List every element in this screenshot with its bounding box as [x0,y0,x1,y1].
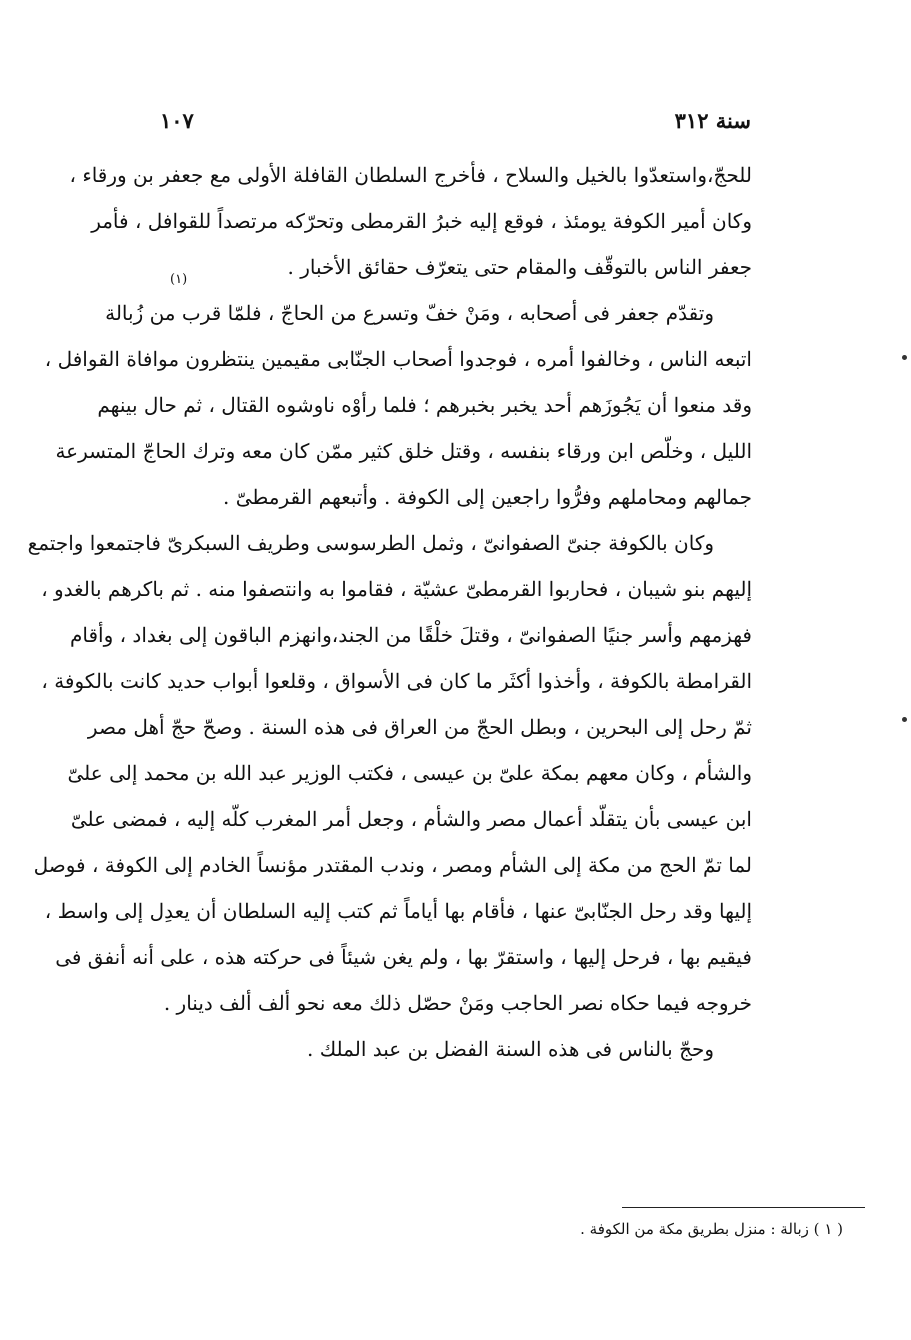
text-line: جعفر الناس بالتوقّف والمقام حتى يتعرّف حقائق الأخبار . [287,255,752,279]
text-line: فهزمهم وأسر جنيًا الصفوانىّ ، وقتلَ خلْقًا من الجند،وانهزم الباقون إلى بغداد ، وأقام [70,623,752,647]
text-line: والشأم ، وكان معهم بمكة علىّ بن عيسى ، فكتب الوزير عبد الله بن محمد إلى علىّ [67,761,752,785]
text-line: إليهم بنو شيبان ، فحاربوا القرمطىّ عشيّة ، فقاموا به وانتصفوا منه . ثم باكرهم بالغدو ، [41,577,752,601]
text-line: وكان أمير الكوفة يومئذ ، فوقع إليه خبرُ القرمطى وتحرّكه مرتصداً للقوافل ، فأمر [91,209,752,233]
text-line: جمالهم ومحاملهم وفرُّوا راجعين إلى الكوفة . وأتبعهم القرمطىّ . [223,485,752,509]
text-line: ابن عيسى بأن يتقلّد أعمال مصر والشأم ، وجعل أمر المغرب كلّه إليه ، فمضى علىّ [70,807,752,831]
text-line: خروجه فيما حكاه نصر الحاجب ومَنْ حصّل ذلك معه نحو ألف ألف دينار . [163,991,752,1015]
margin-dot [902,717,907,722]
footnote-text: ( ١ ) زبالة : منزل بطريق مكة من الكوفة . [580,1220,843,1238]
footnote-reference-marker: (١) [170,272,188,287]
header-year: سنة ٣١٢ [674,108,751,133]
text-line: ثمّ رحل إلى البحرين ، وبطل الحجّ من العراق فى هذه السنة . وصحّ حجّ أهل مصر [87,715,752,739]
text-line: لما تمّ الحج من مكة إلى الشأم ومصر ، وندب المقتدر مؤنساً الخادم إلى الكوفة ، فوصل [33,853,752,877]
text-line: وحجّ بالناس فى هذه السنة الفضل بن عبد الملك . [306,1037,714,1061]
text-line: وقد منعوا أن يَجُوزَهم أحد يخبر بخبرهم ؛ فلما رأوْه ناوشوه القتال ، ثم حال بينهم [97,393,752,417]
main-text [27,152,752,1072]
text-line: اتبعه الناس ، وخالفوا أمره ، فوجدوا أصحاب الجنّابى مقيمين ينتظرون موافاة القوافل ، [44,347,752,371]
text-line: القرامطة بالكوفة ، وأخذوا أكثَر ما كان فى الأسواق ، وقلعوا أبواب حديد كانت بالكوفة ، [41,669,752,693]
text-line: وكان بالكوفة جنىّ الصفوانىّ ، وثمل الطرسوسى وطريف السبكرىّ فاجتمعوا واجتمع [27,531,714,555]
text-line: الليل ، وخلّص ابن ورقاء بنفسه ، وقتل خلق كثير ممّن كان معه وترك الحاجّ المتسرعة [55,439,752,463]
running-header [160,108,751,138]
text-line: إليها وقد رحل الجنّابىّ عنها ، فأقام بها أياماً ثم كتب إليه السلطان أن يعدِل إلى واسط ، [44,899,752,923]
footnote-separator [622,1207,865,1208]
text-line: للحجّ،واستعدّوا بالخيل والسلاح ، فأخرج السلطان القافلة الأولى مع جعفر بن ورقاء ، [69,163,752,187]
margin-dot [902,355,907,360]
page-number: ١٠٧ [160,108,194,133]
text-line: وتقدّم جعفر فى أصحابه ، ومَنْ خفّ وتسرع من الحاجّ ، فلمّا قرب من زُبالة [105,301,714,325]
text-line: فيقيم بها ، فرحل إليها ، واستقرّ بها ، ولم يغن شيئاً فى حركته هذه ، على أنه أنفق فى [55,945,752,969]
